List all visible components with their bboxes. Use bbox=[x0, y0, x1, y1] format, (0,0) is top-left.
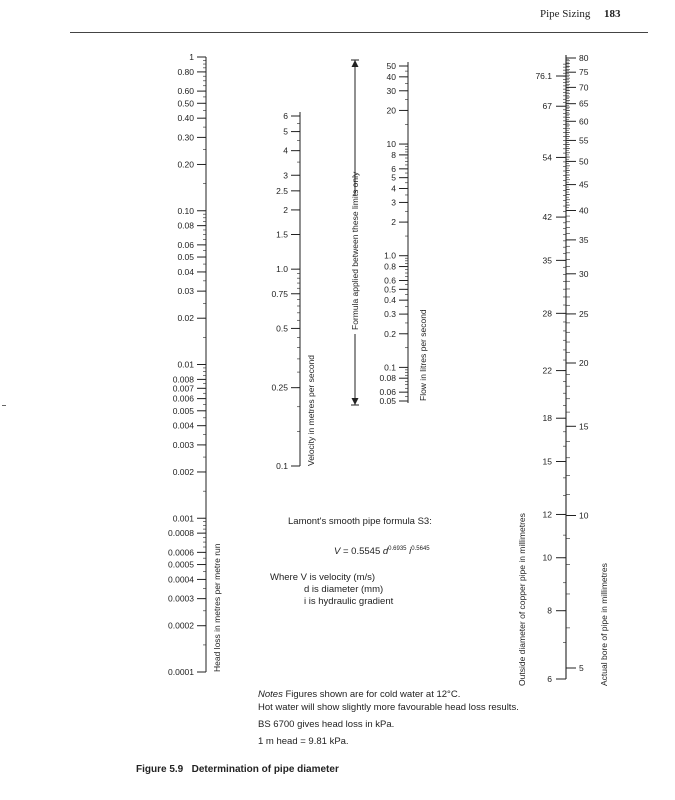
flow-label-5: 5 bbox=[391, 172, 396, 183]
head-loss-label-0p004: 0.004 bbox=[172, 420, 194, 431]
velocity-axis-label: Velocity in metres per second bbox=[306, 354, 316, 466]
od-label-42: 42 bbox=[542, 212, 552, 223]
od-label-22: 22 bbox=[542, 365, 552, 376]
flow-scale bbox=[379, 61, 428, 406]
head-loss-label-0p0003: 0.0003 bbox=[168, 593, 194, 604]
flow-label-50: 50 bbox=[386, 61, 396, 71]
flow-label-10: 10 bbox=[386, 139, 396, 150]
od-label-28: 28 bbox=[542, 308, 552, 319]
velocity-label-2p5: 2.5 bbox=[276, 185, 288, 196]
velocity-label-0p1: 0.1 bbox=[276, 461, 288, 471]
od-label-10: 10 bbox=[542, 552, 552, 563]
notes-block bbox=[258, 688, 519, 748]
flow-label-4: 4 bbox=[391, 183, 396, 194]
velocity-label-1p5: 1.5 bbox=[276, 229, 288, 240]
bore-label-60: 60 bbox=[579, 116, 589, 127]
head-loss-label-0p10: 0.10 bbox=[177, 205, 194, 216]
flow-label-30: 30 bbox=[386, 85, 396, 96]
outside-diameter-scale bbox=[517, 55, 566, 686]
bore-label-75: 75 bbox=[579, 67, 589, 78]
head-loss-label-1: 1 bbox=[189, 52, 194, 62]
formula-where-d: d is diameter (mm) bbox=[304, 584, 384, 595]
velocity-label-4: 4 bbox=[283, 145, 288, 156]
notes-line-4: 1 m head = 9.81 kPa. bbox=[258, 736, 349, 747]
velocity-label-3: 3 bbox=[283, 170, 288, 181]
bore-label-20: 20 bbox=[579, 358, 589, 368]
od-label-15: 15 bbox=[542, 456, 552, 467]
bore-label-25: 25 bbox=[579, 308, 589, 319]
velocity-label-2: 2 bbox=[283, 204, 288, 215]
figure-number: Figure 5.9 bbox=[136, 764, 184, 775]
flow-label-0p1: 0.1 bbox=[384, 362, 396, 373]
od-label-54: 54 bbox=[542, 152, 552, 163]
flow-label-0p3: 0.3 bbox=[384, 309, 396, 320]
flow-label-0p6: 0.6 bbox=[384, 275, 396, 286]
formula-title: Lamont's smooth pipe formula S3: bbox=[288, 516, 432, 527]
flow-label-2: 2 bbox=[391, 217, 396, 228]
od-axis-label: Outside diameter of copper pipe in millimetres bbox=[517, 513, 527, 686]
notes-line-3: BS 6700 gives head loss in kPa. bbox=[258, 719, 395, 730]
head-loss-label-0p08: 0.08 bbox=[177, 220, 194, 231]
flow-label-3: 3 bbox=[391, 197, 396, 208]
formula-where-v: Where V is velocity (m/s) bbox=[270, 572, 376, 583]
velocity-scale bbox=[271, 111, 316, 471]
flow-axis-label: Flow in litres per second bbox=[418, 309, 428, 401]
head-loss-axis-label: Head loss in metres per metre run bbox=[212, 543, 222, 672]
head-loss-scale bbox=[168, 52, 222, 677]
running-head-title: Pipe Sizing bbox=[540, 8, 591, 20]
od-label-8: 8 bbox=[547, 605, 552, 616]
figure-caption bbox=[136, 764, 339, 775]
bore-label-15: 15 bbox=[579, 421, 589, 432]
bore-label-5: 5 bbox=[579, 663, 584, 673]
bore-label-35: 35 bbox=[579, 234, 589, 245]
formula-where-i: i is hydraulic gradient bbox=[304, 596, 394, 607]
bore-label-55: 55 bbox=[579, 135, 589, 146]
head-loss-label-0p003: 0.003 bbox=[172, 439, 194, 450]
formula-limits-arrow bbox=[350, 60, 360, 405]
formula-coefficient: = 0.5545 bbox=[340, 546, 383, 557]
head-loss-label-0p008: 0.008 bbox=[172, 374, 194, 385]
bore-label-10: 10 bbox=[579, 510, 589, 521]
flow-label-6: 6 bbox=[391, 163, 396, 174]
flow-label-0p06: 0.06 bbox=[379, 387, 396, 398]
head-loss-label-0p0008: 0.0008 bbox=[168, 528, 194, 539]
page-number: 183 bbox=[604, 8, 621, 20]
velocity-label-5: 5 bbox=[283, 126, 288, 137]
actual-bore-scale bbox=[566, 53, 609, 686]
bore-label-65: 65 bbox=[579, 98, 589, 109]
od-label-67: 67 bbox=[542, 101, 552, 112]
flow-label-0p2: 0.2 bbox=[384, 328, 396, 339]
figure-title: Determination of pipe diameter bbox=[191, 764, 339, 775]
flow-label-0p4: 0.4 bbox=[384, 295, 396, 306]
formula-exponent-d: 0.6935 bbox=[388, 546, 407, 552]
flow-label-0p5: 0.5 bbox=[384, 284, 396, 295]
head-loss-label-0p0006: 0.0006 bbox=[168, 547, 194, 558]
head-loss-label-0p04: 0.04 bbox=[177, 266, 194, 277]
bore-label-70: 70 bbox=[579, 82, 589, 93]
formula-equation bbox=[334, 543, 430, 558]
bore-axis-label: Actual bore of pipe in millimetres bbox=[599, 563, 609, 686]
limits-arrowhead-bottom bbox=[352, 398, 359, 405]
head-loss-label-0p005: 0.005 bbox=[172, 405, 194, 416]
od-label-12: 12 bbox=[542, 509, 552, 520]
formula-d: d bbox=[382, 546, 389, 557]
od-label-76p1: 76.1 bbox=[535, 71, 552, 81]
velocity-label-1p0: 1.0 bbox=[276, 264, 288, 275]
head-loss-label-0p006: 0.006 bbox=[172, 393, 194, 404]
head-loss-label-0p0002: 0.0002 bbox=[168, 620, 194, 631]
flow-label-40: 40 bbox=[386, 71, 396, 82]
head-loss-label-0p02: 0.02 bbox=[177, 313, 194, 324]
margin-mark bbox=[2, 405, 6, 406]
velocity-label-6: 6 bbox=[283, 111, 288, 121]
head-loss-label-0p007: 0.007 bbox=[172, 383, 194, 394]
head-loss-label-0p05: 0.05 bbox=[177, 252, 194, 263]
bore-label-45: 45 bbox=[579, 179, 589, 190]
bore-label-40: 40 bbox=[579, 205, 589, 216]
flow-label-20: 20 bbox=[386, 105, 396, 116]
head-loss-label-0p0001: 0.0001 bbox=[168, 667, 194, 677]
formula-i: i bbox=[406, 546, 412, 557]
head-loss-label-0p0004: 0.0004 bbox=[168, 574, 194, 585]
velocity-label-0p25: 0.25 bbox=[271, 382, 288, 393]
head-loss-label-0p06: 0.06 bbox=[177, 239, 194, 250]
flow-label-8: 8 bbox=[391, 149, 396, 160]
notes-line-1 bbox=[258, 688, 519, 701]
formula-v: V bbox=[334, 546, 341, 557]
head-loss-label-0p80: 0.80 bbox=[177, 66, 194, 77]
flow-label-0p05: 0.05 bbox=[379, 396, 396, 406]
od-label-18: 18 bbox=[542, 413, 552, 424]
head-loss-label-0p03: 0.03 bbox=[177, 286, 194, 297]
head-loss-label-0p30: 0.30 bbox=[177, 132, 194, 143]
head-loss-label-0p20: 0.20 bbox=[177, 159, 194, 170]
limits-arrowhead-top bbox=[352, 60, 359, 67]
od-label-35: 35 bbox=[542, 255, 552, 266]
formula-exponent-i: 0.5645 bbox=[411, 546, 430, 552]
od-label-6: 6 bbox=[547, 674, 552, 684]
flow-label-1p0: 1.0 bbox=[384, 250, 396, 261]
velocity-label-0p5: 0.5 bbox=[276, 323, 288, 334]
head-loss-label-0p40: 0.40 bbox=[177, 113, 194, 124]
head-loss-label-0p60: 0.60 bbox=[177, 86, 194, 97]
notes-line-2: Hot water will show slightly more favourable head loss results. bbox=[258, 702, 519, 713]
formula-limits-label: Formula applied between these limits only bbox=[350, 171, 360, 330]
head-loss-label-0p001: 0.001 bbox=[172, 513, 194, 524]
head-loss-label-0p002: 0.002 bbox=[172, 466, 194, 477]
velocity-label-0p75: 0.75 bbox=[271, 288, 288, 299]
bore-label-30: 30 bbox=[579, 268, 589, 279]
head-loss-label-0p01: 0.01 bbox=[177, 359, 194, 370]
notes-line-1-text: Figures shown are for cold water at 12°C. bbox=[282, 689, 461, 700]
flow-label-0p08: 0.08 bbox=[379, 373, 396, 384]
bore-label-50: 50 bbox=[579, 156, 589, 167]
head-loss-label-0p50: 0.50 bbox=[177, 98, 194, 109]
notes-lead: Notes bbox=[258, 689, 283, 700]
bore-label-80: 80 bbox=[579, 53, 589, 63]
head-loss-label-0p0005: 0.0005 bbox=[168, 559, 194, 570]
flow-label-0p8: 0.8 bbox=[384, 261, 396, 272]
